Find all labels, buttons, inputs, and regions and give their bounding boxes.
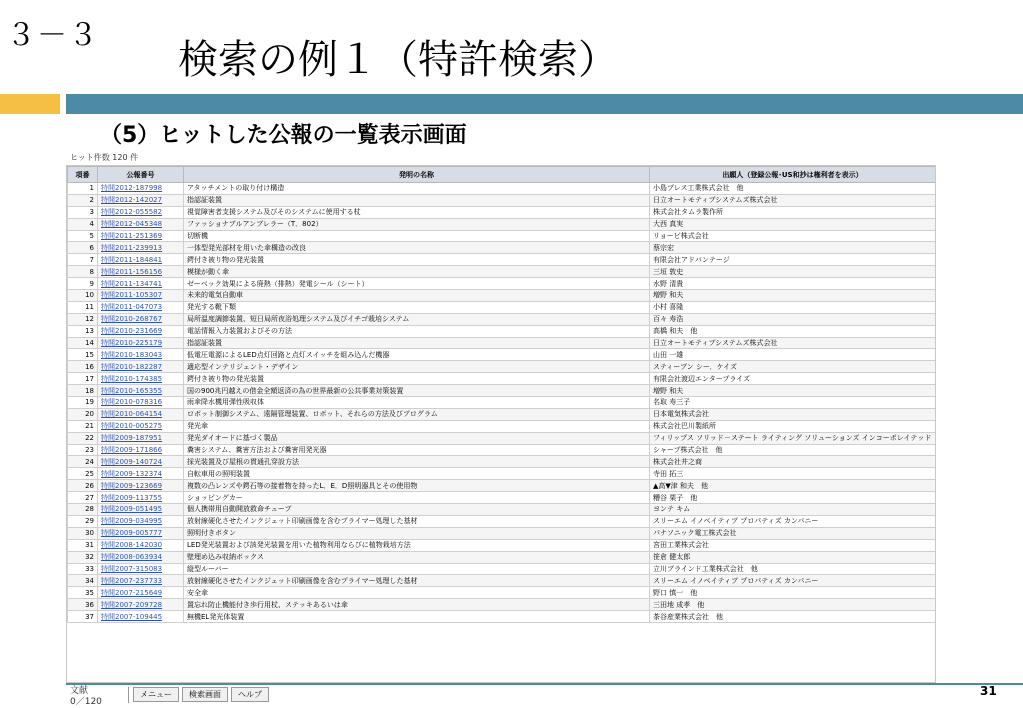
- publication-number-link[interactable]: 特開2009-171866: [98, 444, 184, 456]
- row-number: 21: [68, 420, 98, 432]
- row-number: 3: [68, 206, 98, 218]
- footer-button-bar: [128, 687, 269, 703]
- table-row: [68, 337, 936, 349]
- applicant-name: 小島プレス工業株式会社 他: [650, 183, 936, 195]
- row-number: 5: [68, 230, 98, 242]
- applicant-name: 立川ブラインド工業株式会社 他: [650, 563, 936, 575]
- applicant-name: 日立オートモティブシステムズ株式会社: [650, 337, 936, 349]
- invention-title: 指認証装置: [184, 194, 650, 206]
- header-title: 発明の名称: [184, 167, 650, 183]
- publication-number-link[interactable]: 特開2011-134741: [98, 278, 184, 290]
- invention-title: 発光する靴下類: [184, 301, 650, 313]
- applicant-name: 株式会社井之商: [650, 456, 936, 468]
- table-row: [68, 313, 936, 325]
- table-row: [68, 420, 936, 432]
- publication-number-link[interactable]: 特開2010-225179: [98, 337, 184, 349]
- table-row: [68, 444, 936, 456]
- invention-title: ゼーベック効果による廃熱（排熱）発電シール（シート）: [184, 278, 650, 290]
- invention-title: 低電圧電源によるLED点灯回路と点灯スイッチを組み込んだ機器: [184, 349, 650, 361]
- publication-number-link[interactable]: 特開2010-231669: [98, 325, 184, 337]
- invention-title: 指認証装置: [184, 337, 650, 349]
- publication-number-link[interactable]: 特開2010-005275: [98, 420, 184, 432]
- applicant-name: 山田 一雄: [650, 349, 936, 361]
- help-button[interactable]: ヘルプ: [231, 687, 269, 702]
- publication-number-link[interactable]: 特開2009-123669: [98, 480, 184, 492]
- invention-title: 個人携帯用自動開放救命チューブ: [184, 504, 650, 516]
- applicant-name: 百々 寿浩: [650, 313, 936, 325]
- table-row: [68, 325, 936, 337]
- table-row: [68, 361, 936, 373]
- row-number: 24: [68, 456, 98, 468]
- invention-title: 無機EL発光体装置: [184, 611, 650, 623]
- publication-number-link[interactable]: 特開2012-142027: [98, 194, 184, 206]
- invention-title: 鍔付き被り物の発光装置: [184, 254, 650, 266]
- row-number: 25: [68, 468, 98, 480]
- row-number: 7: [68, 254, 98, 266]
- publication-number-link[interactable]: 特開2011-251369: [98, 230, 184, 242]
- publication-number-link[interactable]: 特開2009-187951: [98, 432, 184, 444]
- row-number: 9: [68, 278, 98, 290]
- applicant-name: 増野 和夫: [650, 385, 936, 397]
- page-number: 31: [980, 684, 997, 698]
- row-number: 37: [68, 611, 98, 623]
- row-number: 13: [68, 325, 98, 337]
- invention-title: 切断機: [184, 230, 650, 242]
- section-number: ３－３: [6, 18, 99, 53]
- table-row: [68, 432, 936, 444]
- slide-subtitle: （5）ヒットした公報の一覧表示画面: [100, 123, 467, 148]
- publication-number-link[interactable]: 特開2010-064154: [98, 408, 184, 420]
- publication-number-link[interactable]: 特開2009-140724: [98, 456, 184, 468]
- table-row: [68, 599, 936, 611]
- applicant-name: スリーエム イノベイティブ プロパティズ カンパニー: [650, 515, 936, 527]
- table-row: [68, 539, 936, 551]
- invention-title: 未来的電気自動車: [184, 290, 650, 302]
- doc-counter: [70, 686, 102, 708]
- applicant-name: 高橋 和夫 他: [650, 325, 936, 337]
- row-number: 35: [68, 587, 98, 599]
- doc-label: 文献: [70, 686, 89, 696]
- table-row: [68, 408, 936, 420]
- invention-title: 壁埋め込み収納ボックス: [184, 551, 650, 563]
- applicant-name: スリーエム イノベイティブ プロパティズ カンパニー: [650, 575, 936, 587]
- publication-number-link[interactable]: 特開2012-045348: [98, 218, 184, 230]
- table-row: [68, 266, 936, 278]
- applicant-name: 株式会社巴川製紙所: [650, 420, 936, 432]
- hit-count: ヒット件数 120 件: [70, 153, 139, 162]
- table-row: [68, 349, 936, 361]
- applicant-name: 三田地 成孝 他: [650, 599, 936, 611]
- applicant-name: 日立オートモティブシステムズ株式会社: [650, 194, 936, 206]
- invention-title: 模様が動く傘: [184, 266, 650, 278]
- applicant-name: リョービ株式会社: [650, 230, 936, 242]
- row-number: 28: [68, 504, 98, 516]
- applicant-name: 水野 清貴: [650, 278, 936, 290]
- invention-title: 局所温度調節装置、短日局所夜浴処理システム及びイチゴ栽培システム: [184, 313, 650, 325]
- row-number: 15: [68, 349, 98, 361]
- title-divider-bar: [66, 94, 1023, 114]
- table-row: [68, 373, 936, 385]
- table-header-row: [68, 167, 936, 183]
- row-number: 34: [68, 575, 98, 587]
- invention-title: アタッチメントの取り付け構造: [184, 183, 650, 195]
- table-row: [68, 480, 936, 492]
- invention-title: 放射線硬化させたインクジェット印刷画像を含むプライマー処理した基材: [184, 515, 650, 527]
- publication-number-link[interactable]: 特開2010-268767: [98, 313, 184, 325]
- table-row: [68, 194, 936, 206]
- table-row: [68, 563, 936, 575]
- publication-number-link[interactable]: 特開2012-055582: [98, 206, 184, 218]
- invention-title: ロボット制御システム、遠隔管理装置、ロボット、それらの方法及びプログラム: [184, 408, 650, 420]
- publication-number-link[interactable]: 特開2007-109445: [98, 611, 184, 623]
- row-number: 16: [68, 361, 98, 373]
- invention-title: 複数の凸レンズや鍔石等の接着物を持ったL．E．D照明器具とその使用物: [184, 480, 650, 492]
- invention-title: ファッショナブルアンブレラー（T．802）: [184, 218, 650, 230]
- invention-title: 視覚障害者支援システム及びそのシステムに使用する杖: [184, 206, 650, 218]
- table-row: [68, 385, 936, 397]
- row-number: 29: [68, 515, 98, 527]
- table-row: [68, 206, 936, 218]
- invention-title: 自転車用の照明装置: [184, 468, 650, 480]
- results-table: [67, 166, 936, 623]
- row-number: 10: [68, 290, 98, 302]
- invention-title: 採光装置及び屋根の貫通孔穿設方法: [184, 456, 650, 468]
- applicant-name: 蔡宗宏: [650, 242, 936, 254]
- applicant-name: ヨンテ キム: [650, 504, 936, 516]
- table-row: [68, 230, 936, 242]
- publication-number-link[interactable]: 特開2010-165355: [98, 385, 184, 397]
- publication-number-link[interactable]: 特開2008-063934: [98, 551, 184, 563]
- invention-title: 置忘れ防止機能付き歩行用杖、ステッキあるいは傘: [184, 599, 650, 611]
- table-body: [68, 183, 936, 623]
- invention-title: 国の900兆円越えの借金全額返済の為の世界最新の公共事業対策装置: [184, 385, 650, 397]
- applicant-name: 増野 和夫: [650, 290, 936, 302]
- row-number: 8: [68, 266, 98, 278]
- invention-title: 縦型ルーバー: [184, 563, 650, 575]
- table-row: [68, 551, 936, 563]
- publication-number-link[interactable]: 特開2009-113755: [98, 492, 184, 504]
- applicant-name: 寺田 拓三: [650, 468, 936, 480]
- row-number: 14: [68, 337, 98, 349]
- table-row: [68, 492, 936, 504]
- applicant-name: 株式会社タムラ製作所: [650, 206, 936, 218]
- row-number: 32: [68, 551, 98, 563]
- row-number: 17: [68, 373, 98, 385]
- invention-title: 電話情報入力装置およびその方法: [184, 325, 650, 337]
- header-no: 項番: [68, 167, 98, 183]
- publication-number-link[interactable]: 特開2009-051495: [98, 504, 184, 516]
- applicant-name: 宮田工業株式会社: [650, 539, 936, 551]
- applicant-name: 茶谷産業株式会社 他: [650, 611, 936, 623]
- applicant-name: フィリップス ソリッド－ステート ライティング ソリューションズ インコーポレイテッド: [650, 432, 936, 444]
- publication-number-link[interactable]: 特開2008-142030: [98, 539, 184, 551]
- publication-number-link[interactable]: 特開2010-078316: [98, 397, 184, 409]
- publication-number-link[interactable]: 特開2009-005777: [98, 527, 184, 539]
- table-row: [68, 397, 936, 409]
- publication-number-link[interactable]: 特開2011-239913: [98, 242, 184, 254]
- results-table-container[interactable]: [66, 165, 936, 683]
- row-number: 31: [68, 539, 98, 551]
- row-number: 33: [68, 563, 98, 575]
- publication-number-link[interactable]: 特開2009-034995: [98, 515, 184, 527]
- row-number: 36: [68, 599, 98, 611]
- row-number: 4: [68, 218, 98, 230]
- header-publication: 公報番号: [98, 167, 184, 183]
- publication-number-link[interactable]: 特開2007-315083: [98, 563, 184, 575]
- table-row: [68, 504, 936, 516]
- row-number: 23: [68, 444, 98, 456]
- accent-bar: [0, 94, 60, 114]
- publication-number-link[interactable]: 特開2007-237733: [98, 575, 184, 587]
- publication-number-link[interactable]: 特開2011-047073: [98, 301, 184, 313]
- row-number: 11: [68, 301, 98, 313]
- row-number: 12: [68, 313, 98, 325]
- table-row: [68, 456, 936, 468]
- row-number: 30: [68, 527, 98, 539]
- row-number: 26: [68, 480, 98, 492]
- table-row: [68, 290, 936, 302]
- publication-number-link[interactable]: 特開2009-132374: [98, 468, 184, 480]
- invention-title: 糞害システム、糞害方法および糞害用発光器: [184, 444, 650, 456]
- publication-number-link[interactable]: 特開2011-184841: [98, 254, 184, 266]
- table-row: [68, 611, 936, 623]
- row-number: 19: [68, 397, 98, 409]
- invention-title: 発光傘: [184, 420, 650, 432]
- table-row: [68, 515, 936, 527]
- table-row: [68, 575, 936, 587]
- row-number: 1: [68, 183, 98, 195]
- applicant-name: 野口 慎一 他: [650, 587, 936, 599]
- slide-title: 検索の例１（特許検索）: [178, 37, 618, 83]
- applicant-name: 小村 喜隆: [650, 301, 936, 313]
- applicant-name: 日本電気株式会社: [650, 408, 936, 420]
- invention-title: 適応型インテリジェント・デザイン: [184, 361, 650, 373]
- applicant-name: 大西 真実: [650, 218, 936, 230]
- table-row: [68, 218, 936, 230]
- invention-title: LED発光装置および該発光装置を用いた植物利用ならびに植物栽培方法: [184, 539, 650, 551]
- row-number: 6: [68, 242, 98, 254]
- invention-title: 放射線硬化させたインクジェット印刷画像を含むプライマー処理した基材: [184, 575, 650, 587]
- table-row: [68, 301, 936, 313]
- publication-number-link[interactable]: 特開2011-156156: [98, 266, 184, 278]
- publication-number-link[interactable]: 特開2007-209728: [98, 599, 184, 611]
- applicant-name: シャープ株式会社 他: [650, 444, 936, 456]
- invention-title: 雨傘降水機用弾性吸収体: [184, 397, 650, 409]
- doc-count: 0／120: [70, 697, 102, 707]
- menu-button[interactable]: メニュー: [133, 687, 179, 702]
- applicant-name: 有限会社アドバンテージ: [650, 254, 936, 266]
- table-row: [68, 468, 936, 480]
- publication-number-link[interactable]: 特開2010-174385: [98, 373, 184, 385]
- applicant-name: 糟谷 栗子 他: [650, 492, 936, 504]
- invention-title: 鍔付き被り物の発光装置: [184, 373, 650, 385]
- applicant-name: 名取 寿三子: [650, 397, 936, 409]
- applicant-name: パナソニック電工株式会社: [650, 527, 936, 539]
- table-row: [68, 242, 936, 254]
- header-applicant: 出願人（登録公報･US和抄は権利者を表示）: [650, 167, 936, 183]
- publication-number-link[interactable]: 特開2012-187998: [98, 183, 184, 195]
- publication-number-link[interactable]: 特開2010-183043: [98, 349, 184, 361]
- footer-divider-bar: [66, 683, 1023, 685]
- table-row: [68, 587, 936, 599]
- publication-number-link[interactable]: 特開2011-105307: [98, 290, 184, 302]
- search-screen-button[interactable]: 検索画面: [182, 687, 228, 702]
- table-row: [68, 183, 936, 195]
- row-number: 20: [68, 408, 98, 420]
- invention-title: 一体型発光部材を用いた傘構造の改良: [184, 242, 650, 254]
- applicant-name: 笹倉 健太郎: [650, 551, 936, 563]
- applicant-name: スティーブン シー．ケイズ: [650, 361, 936, 373]
- table-row: [68, 527, 936, 539]
- publication-number-link[interactable]: 特開2007-215649: [98, 587, 184, 599]
- row-number: 2: [68, 194, 98, 206]
- applicant-name: ▲高▼津 和夫 他: [650, 480, 936, 492]
- applicant-name: 三垣 敦史: [650, 266, 936, 278]
- row-number: 22: [68, 432, 98, 444]
- table-row: [68, 254, 936, 266]
- invention-title: ショッピングカー: [184, 492, 650, 504]
- applicant-name: 有限会社渡辺エンタープライズ: [650, 373, 936, 385]
- row-number: 18: [68, 385, 98, 397]
- publication-number-link[interactable]: 特開2010-182287: [98, 361, 184, 373]
- invention-title: 発光ダイオードに基づく製品: [184, 432, 650, 444]
- invention-title: 安全傘: [184, 587, 650, 599]
- table-row: [68, 278, 936, 290]
- row-number: 27: [68, 492, 98, 504]
- invention-title: 照明付きボタン: [184, 527, 650, 539]
